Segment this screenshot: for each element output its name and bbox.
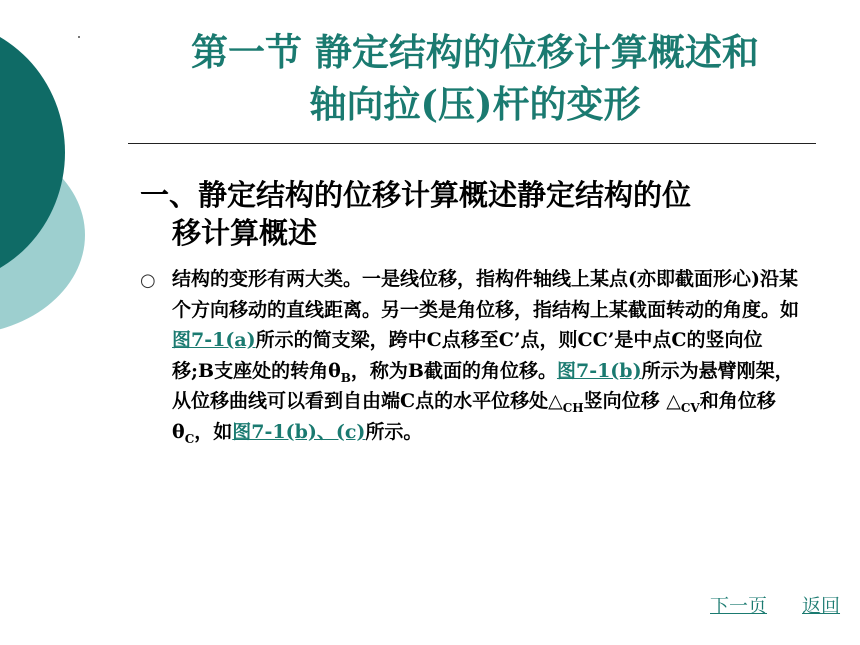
subscript-b: B: [340, 370, 351, 385]
next-page-link[interactable]: 下一页: [710, 595, 768, 617]
body-text-segment: ，称为B截面的角位移。: [350, 359, 557, 382]
decorative-dot: [78, 36, 80, 38]
back-link[interactable]: 返回: [802, 595, 841, 617]
subscript-ch: CH: [562, 400, 584, 415]
slide-title-line1: 第一节 静定结构的位移计算概述和: [191, 30, 759, 74]
subscript-c: C: [184, 431, 195, 446]
body-text-segment: 竖向位移 △: [583, 390, 681, 412]
body-text-segment: 所示的简支梁，跨中C点移至C’点，则CC’是中点C的竖向位移;B支座处的转角θ: [172, 329, 763, 382]
section-heading: [140, 176, 820, 252]
figure-link-7-1b[interactable]: 图7-1(b): [556, 359, 642, 382]
figure-link-7-1bc[interactable]: 图7-1(b)、(c): [232, 420, 366, 443]
body-text-segment: ，如: [194, 420, 233, 443]
subscript-cv: CV: [680, 400, 700, 415]
section-heading-line2: 移计算概述: [172, 216, 318, 250]
body-text-segment: 所示。: [365, 420, 423, 443]
slide-title-line2: 轴向拉(压)杆的变形: [309, 82, 641, 126]
title-divider: [128, 143, 816, 144]
section-heading-line1: 一、静定结构的位移计算概述静定结构的位: [140, 178, 692, 212]
body-paragraph: [172, 264, 802, 447]
body-text-segment: 结构的变形有两大类。一是线位移，指构件轴线上某点(亦即截面形心)沿某个方向移动的直线距离。另一类是角位移，指结构上某截面转动的角度。如: [172, 268, 800, 321]
body-text-segment: 和角位移θ: [172, 390, 776, 443]
slide-title: [120, 26, 830, 130]
figure-link-7-1a[interactable]: 图7-1(a): [172, 329, 256, 351]
body-text-segment: 所示为悬臂刚架，从位移曲线可以看到自由端C点的水平位移处△: [172, 359, 794, 412]
bullet-circle-icon: ○: [140, 270, 156, 291]
